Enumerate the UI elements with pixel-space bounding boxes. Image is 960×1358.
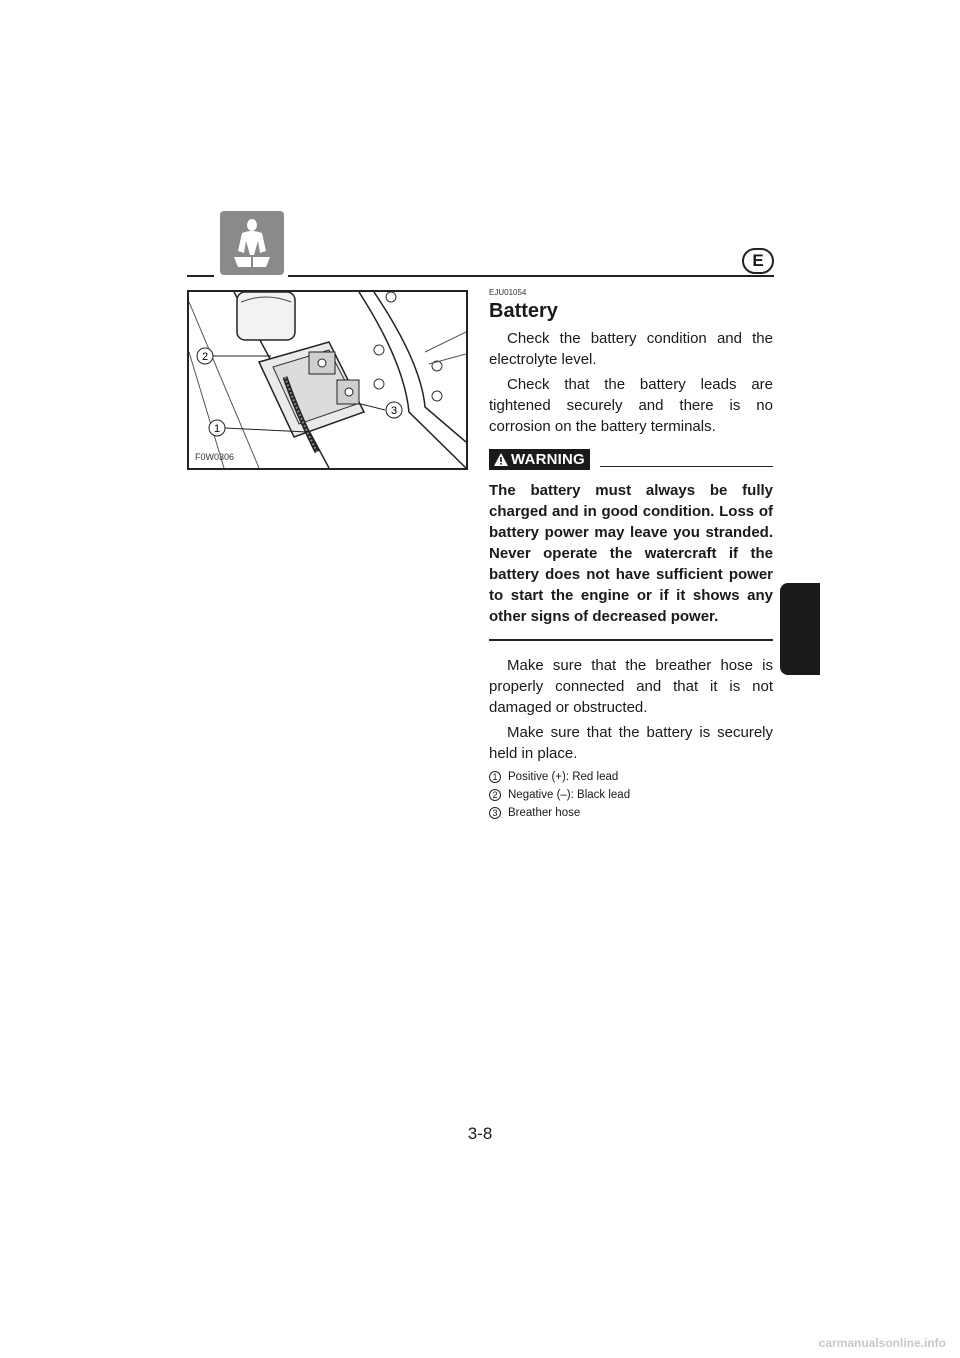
legend-number: 2 (489, 789, 501, 801)
figure-legend (489, 768, 773, 822)
svg-text:3: 3 (390, 405, 398, 417)
legend-item (489, 804, 773, 822)
warning-header (489, 449, 773, 470)
figure-callout-2 (197, 348, 213, 364)
watermark: carmanualsonline.info (818, 1336, 946, 1350)
section-title: Battery (489, 300, 558, 322)
legend-number: 1 (489, 771, 501, 783)
warning-label-text: WARNING (511, 451, 585, 468)
warning-rule (600, 466, 773, 468)
warning-triangle-icon (494, 453, 508, 466)
chapter-thumb-tab (780, 583, 820, 675)
section-paragraph: Check the battery condition and the electrolyte level. (489, 330, 773, 368)
warning-end-rule (489, 639, 773, 641)
rider-chapter-icon (220, 211, 284, 275)
page-number: 3-8 (467, 1124, 493, 1143)
legend-item (489, 768, 773, 786)
legend-text: Positive (+): Red lead (508, 770, 619, 783)
warning-text: The battery must always be fully charged and in good condition. Loss of battery power may leave you stranded. Never operate the watercraft if the battery does not have sufficient power to start the engine or if it shows any other signs of decreased power. (489, 482, 773, 625)
battery-section (489, 288, 773, 822)
section-paragraph: Make sure that the breather hose is properly connected and that it is not damaged or obstructed. (489, 656, 773, 716)
header-rule-left (187, 275, 214, 277)
language-badge: E (742, 248, 774, 274)
legend-text: Negative (–): Black lead (508, 788, 631, 801)
svg-text:2: 2 (201, 351, 209, 363)
section-code: EJU01054 (489, 288, 527, 297)
section-paragraph: Check that the battery leads are tightened securely and there is no corrosion on the battery terminals. (489, 376, 773, 435)
svg-text:1: 1 (213, 423, 221, 435)
battery-illustration (187, 290, 468, 470)
section-paragraph: Make sure that the battery is securely held in place. (489, 723, 773, 762)
legend-item (489, 786, 773, 804)
figure-callout-3 (386, 402, 402, 418)
warning-label (489, 449, 590, 470)
header-rule-right (288, 275, 774, 277)
legend-number: 3 (489, 807, 501, 819)
figure-callout-1 (209, 420, 225, 436)
legend-text: Breather hose (508, 806, 581, 819)
figure-code: F0W0306 (195, 452, 235, 462)
